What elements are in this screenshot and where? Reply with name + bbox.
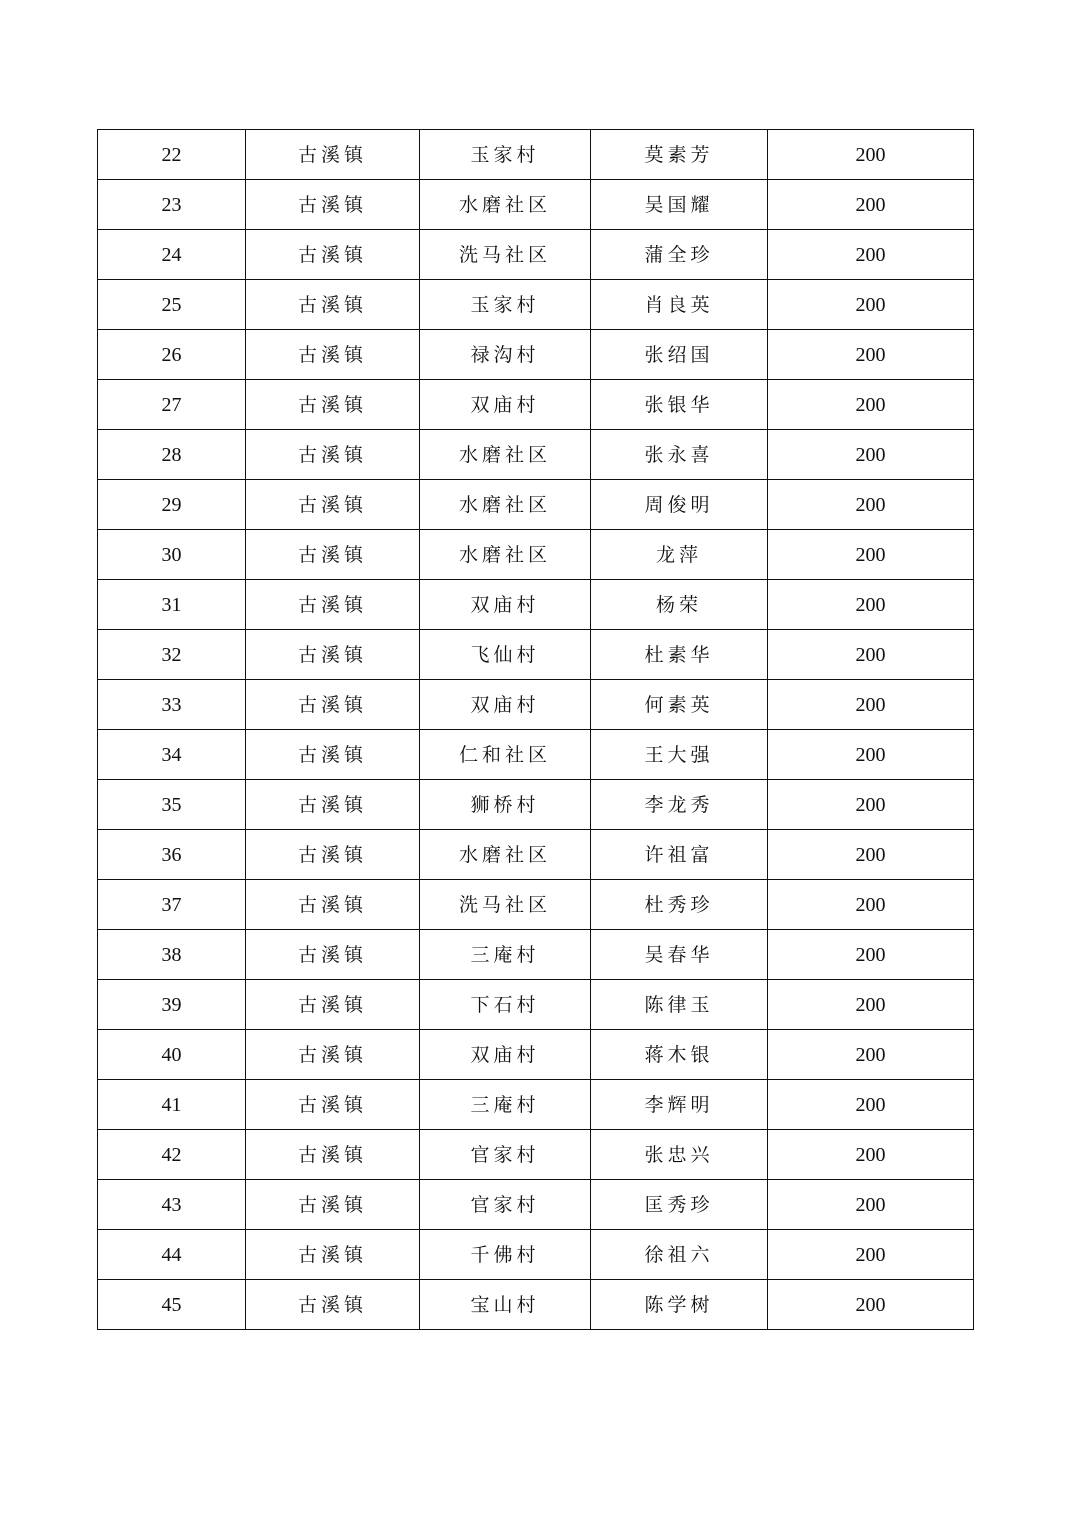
- table-row: [98, 630, 974, 680]
- cell-village: 仁和社区: [420, 730, 591, 780]
- cell-town: 古溪镇: [246, 1030, 420, 1080]
- cell-amount: 200: [768, 1080, 974, 1130]
- cell-serial-number: 43: [98, 1180, 246, 1230]
- cell-serial-number: 34: [98, 730, 246, 780]
- cell-serial-number: 44: [98, 1230, 246, 1280]
- cell-amount: 200: [768, 230, 974, 280]
- cell-amount: 200: [768, 730, 974, 780]
- cell-amount: 200: [768, 530, 974, 580]
- cell-town: 古溪镇: [246, 480, 420, 530]
- cell-serial-number: 42: [98, 1130, 246, 1180]
- cell-amount: 200: [768, 180, 974, 230]
- cell-village: 双庙村: [420, 1030, 591, 1080]
- table-row: [98, 380, 974, 430]
- table-row: [98, 180, 974, 230]
- cell-person-name: 王大强: [591, 730, 768, 780]
- cell-village: 洗马社区: [420, 880, 591, 930]
- table-row: [98, 980, 974, 1030]
- cell-serial-number: 24: [98, 230, 246, 280]
- cell-serial-number: 32: [98, 630, 246, 680]
- cell-serial-number: 36: [98, 830, 246, 880]
- cell-village: 狮桥村: [420, 780, 591, 830]
- cell-amount: 200: [768, 1280, 974, 1330]
- table-row: [98, 1230, 974, 1280]
- cell-serial-number: 23: [98, 180, 246, 230]
- cell-serial-number: 29: [98, 480, 246, 530]
- cell-amount: 200: [768, 380, 974, 430]
- cell-person-name: 杜素华: [591, 630, 768, 680]
- cell-person-name: 张永喜: [591, 430, 768, 480]
- cell-town: 古溪镇: [246, 530, 420, 580]
- cell-person-name: 肖良英: [591, 280, 768, 330]
- table-row: [98, 130, 974, 180]
- cell-town: 古溪镇: [246, 1280, 420, 1330]
- cell-town: 古溪镇: [246, 980, 420, 1030]
- cell-town: 古溪镇: [246, 1180, 420, 1230]
- cell-person-name: 蒲全珍: [591, 230, 768, 280]
- cell-amount: 200: [768, 580, 974, 630]
- table-row: [98, 430, 974, 480]
- cell-person-name: 张银华: [591, 380, 768, 430]
- cell-person-name: 张绍国: [591, 330, 768, 380]
- cell-town: 古溪镇: [246, 180, 420, 230]
- cell-serial-number: 33: [98, 680, 246, 730]
- cell-village: 水磨社区: [420, 430, 591, 480]
- cell-village: 禄沟村: [420, 330, 591, 380]
- cell-amount: 200: [768, 480, 974, 530]
- table-row: [98, 1080, 974, 1130]
- cell-town: 古溪镇: [246, 380, 420, 430]
- cell-town: 古溪镇: [246, 930, 420, 980]
- table-row: [98, 1280, 974, 1330]
- table-row: [98, 580, 974, 630]
- table-row: [98, 530, 974, 580]
- cell-serial-number: 45: [98, 1280, 246, 1330]
- cell-amount: 200: [768, 1230, 974, 1280]
- cell-amount: 200: [768, 880, 974, 930]
- cell-person-name: 蒋木银: [591, 1030, 768, 1080]
- cell-person-name: 陈学树: [591, 1280, 768, 1330]
- cell-serial-number: 37: [98, 880, 246, 930]
- cell-person-name: 吴春华: [591, 930, 768, 980]
- cell-town: 古溪镇: [246, 1130, 420, 1180]
- cell-serial-number: 27: [98, 380, 246, 430]
- cell-town: 古溪镇: [246, 580, 420, 630]
- cell-village: 玉家村: [420, 130, 591, 180]
- cell-serial-number: 38: [98, 930, 246, 980]
- cell-person-name: 徐祖六: [591, 1230, 768, 1280]
- cell-amount: 200: [768, 1030, 974, 1080]
- table-row: [98, 1180, 974, 1230]
- cell-village: 飞仙村: [420, 630, 591, 680]
- cell-serial-number: 31: [98, 580, 246, 630]
- table-row: [98, 480, 974, 530]
- cell-town: 古溪镇: [246, 880, 420, 930]
- cell-serial-number: 30: [98, 530, 246, 580]
- cell-serial-number: 26: [98, 330, 246, 380]
- cell-village: 官家村: [420, 1180, 591, 1230]
- cell-town: 古溪镇: [246, 1080, 420, 1130]
- table-row: [98, 930, 974, 980]
- table-row: [98, 1030, 974, 1080]
- cell-amount: 200: [768, 330, 974, 380]
- cell-person-name: 杨荣: [591, 580, 768, 630]
- cell-amount: 200: [768, 930, 974, 980]
- table-row: [98, 830, 974, 880]
- cell-person-name: 莫素芳: [591, 130, 768, 180]
- cell-person-name: 李龙秀: [591, 780, 768, 830]
- cell-village: 洗马社区: [420, 230, 591, 280]
- cell-serial-number: 22: [98, 130, 246, 180]
- table-row: [98, 780, 974, 830]
- cell-village: 官家村: [420, 1130, 591, 1180]
- cell-person-name: 陈律玉: [591, 980, 768, 1030]
- cell-town: 古溪镇: [246, 780, 420, 830]
- cell-town: 古溪镇: [246, 280, 420, 330]
- cell-person-name: 李辉明: [591, 1080, 768, 1130]
- cell-village: 双庙村: [420, 580, 591, 630]
- cell-person-name: 匡秀珍: [591, 1180, 768, 1230]
- cell-amount: 200: [768, 980, 974, 1030]
- cell-village: 三庵村: [420, 1080, 591, 1130]
- table-row: [98, 730, 974, 780]
- table-row: [98, 880, 974, 930]
- cell-person-name: 吴国耀: [591, 180, 768, 230]
- table-body: [98, 130, 974, 1330]
- cell-village: 双庙村: [420, 380, 591, 430]
- cell-town: 古溪镇: [246, 1230, 420, 1280]
- cell-amount: 200: [768, 780, 974, 830]
- cell-amount: 200: [768, 1180, 974, 1230]
- cell-amount: 200: [768, 130, 974, 180]
- table-row: [98, 280, 974, 330]
- cell-amount: 200: [768, 630, 974, 680]
- cell-serial-number: 35: [98, 780, 246, 830]
- cell-town: 古溪镇: [246, 430, 420, 480]
- cell-town: 古溪镇: [246, 330, 420, 380]
- cell-village: 下石村: [420, 980, 591, 1030]
- cell-town: 古溪镇: [246, 630, 420, 680]
- cell-amount: 200: [768, 280, 974, 330]
- table-row: [98, 1130, 974, 1180]
- cell-town: 古溪镇: [246, 680, 420, 730]
- cell-town: 古溪镇: [246, 730, 420, 780]
- subsidy-list-table: [97, 129, 974, 1330]
- cell-amount: 200: [768, 1130, 974, 1180]
- cell-town: 古溪镇: [246, 230, 420, 280]
- cell-person-name: 龙萍: [591, 530, 768, 580]
- cell-person-name: 何素英: [591, 680, 768, 730]
- cell-town: 古溪镇: [246, 830, 420, 880]
- table-row: [98, 330, 974, 380]
- cell-serial-number: 28: [98, 430, 246, 480]
- cell-town: 古溪镇: [246, 130, 420, 180]
- cell-amount: 200: [768, 430, 974, 480]
- cell-serial-number: 41: [98, 1080, 246, 1130]
- cell-serial-number: 39: [98, 980, 246, 1030]
- cell-person-name: 张忠兴: [591, 1130, 768, 1180]
- cell-village: 三庵村: [420, 930, 591, 980]
- cell-amount: 200: [768, 680, 974, 730]
- cell-serial-number: 25: [98, 280, 246, 330]
- cell-village: 水磨社区: [420, 180, 591, 230]
- cell-village: 千佛村: [420, 1230, 591, 1280]
- cell-village: 水磨社区: [420, 830, 591, 880]
- cell-village: 水磨社区: [420, 530, 591, 580]
- cell-person-name: 许祖富: [591, 830, 768, 880]
- cell-person-name: 杜秀珍: [591, 880, 768, 930]
- cell-serial-number: 40: [98, 1030, 246, 1080]
- cell-village: 水磨社区: [420, 480, 591, 530]
- table-row: [98, 680, 974, 730]
- cell-village: 双庙村: [420, 680, 591, 730]
- table-row: [98, 230, 974, 280]
- cell-amount: 200: [768, 830, 974, 880]
- cell-person-name: 周俊明: [591, 480, 768, 530]
- cell-village: 玉家村: [420, 280, 591, 330]
- cell-village: 宝山村: [420, 1280, 591, 1330]
